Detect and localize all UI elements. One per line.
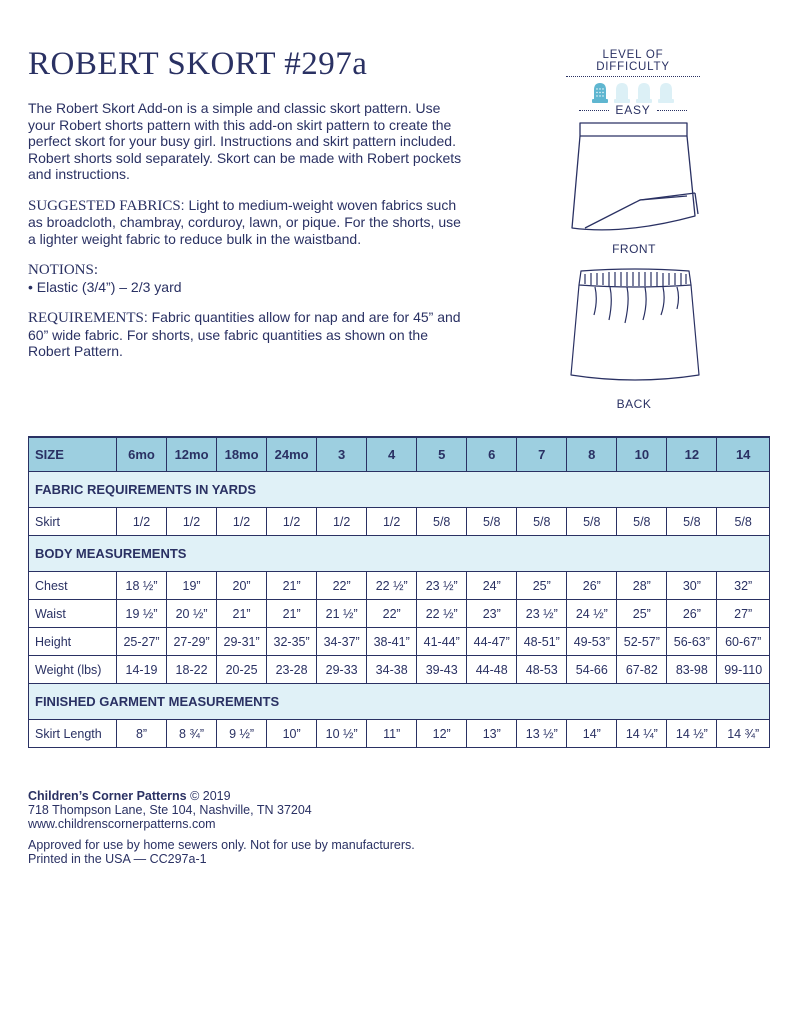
notions-heading: NOTIONS: (28, 262, 98, 278)
table-cell: 10” (267, 720, 317, 748)
pattern-description (28, 100, 468, 374)
size-column-header: 12 (667, 437, 717, 472)
table-cell: 5/8 (717, 508, 770, 536)
table-cell: 22” (367, 600, 417, 628)
table-cell: 34-38 (367, 656, 417, 684)
table-cell: 27-29” (167, 628, 217, 656)
table-cell: 27” (717, 600, 770, 628)
row-label: Skirt (29, 508, 117, 536)
size-column-header: 4 (367, 437, 417, 472)
table-cell: 30” (667, 572, 717, 600)
thimble-icon (590, 81, 610, 105)
table-cell: 52-57” (617, 628, 667, 656)
table-cell: 48-53 (517, 656, 567, 684)
footer (28, 789, 415, 866)
table-header-row (29, 437, 770, 472)
table-row (29, 656, 770, 684)
size-column-header: 5 (417, 437, 467, 472)
table-cell: 12” (417, 720, 467, 748)
difficulty-label: LEVEL OF DIFFICULTY (566, 49, 700, 77)
size-column-header: 12mo (167, 437, 217, 472)
table-cell: 44-47” (467, 628, 517, 656)
table-cell: 28” (617, 572, 667, 600)
table-cell: 22 ½” (417, 600, 467, 628)
table-cell: 5/8 (667, 508, 717, 536)
table-cell: 1/2 (167, 508, 217, 536)
company-website: www.childrenscornerpatterns.com (28, 817, 216, 831)
row-label: Skirt Length (29, 720, 117, 748)
table-cell: 5/8 (517, 508, 567, 536)
table-cell: 54-66 (567, 656, 617, 684)
table-cell: 14 ¾” (717, 720, 770, 748)
company-address: 718 Thompson Lane, Ste 104, Nashville, TN 37204 (28, 803, 312, 817)
table-cell: 25” (617, 600, 667, 628)
table-cell: 22” (317, 572, 367, 600)
fabrics-heading: SUGGESTED FABRICS (28, 197, 181, 214)
table-section-row (29, 536, 770, 572)
size-chart-table (28, 436, 770, 748)
table-cell: 11” (367, 720, 417, 748)
table-cell: 23 ½” (417, 572, 467, 600)
table-cell: 5/8 (617, 508, 667, 536)
table-cell: 5/8 (417, 508, 467, 536)
table-cell: 13” (467, 720, 517, 748)
table-cell: 21 ½” (317, 600, 367, 628)
table-cell: 1/2 (217, 508, 267, 536)
table-cell: 38-41” (367, 628, 417, 656)
requirements (28, 309, 468, 360)
table-cell: 19 ½” (117, 600, 167, 628)
table-cell: 29-33 (317, 656, 367, 684)
table-row (29, 572, 770, 600)
size-header-cell: SIZE (29, 437, 117, 472)
suggested-fabrics (28, 197, 468, 248)
dotted-divider (657, 110, 687, 111)
table-cell: 20” (217, 572, 267, 600)
table-cell: 14 ¼” (617, 720, 667, 748)
table-cell: 19” (167, 572, 217, 600)
table-cell: 41-44” (417, 628, 467, 656)
table-cell: 8” (117, 720, 167, 748)
table-cell: 23 ½” (517, 600, 567, 628)
requirements-text: : Fabric quantities allow for nap and are for 45” and 60” wide fabric. For shorts, use fabric quantities as shown on the Robert Pattern. (28, 309, 461, 359)
section-title: FABRIC REQUIREMENTS IN YARDS (29, 472, 770, 508)
size-column-header: 10 (617, 437, 667, 472)
skort-front-illustration (565, 118, 705, 238)
back-view-label: BACK (616, 397, 652, 411)
notions-item: • Elastic (3/4”) – 2/3 yard (28, 278, 182, 295)
notions (28, 261, 468, 295)
size-column-header: 8 (567, 437, 617, 472)
table-cell: 44-48 (467, 656, 517, 684)
table-cell: 1/2 (117, 508, 167, 536)
thimble-rating (566, 81, 700, 105)
table-cell: 32” (717, 572, 770, 600)
table-cell: 5/8 (567, 508, 617, 536)
size-column-header: 3 (317, 437, 367, 472)
table-cell: 23-28 (267, 656, 317, 684)
company-name: Children’s Corner Patterns (28, 789, 187, 803)
size-column-header: 24mo (267, 437, 317, 472)
print-info: Printed in the USA — CC297a-1 (28, 852, 207, 866)
table-row (29, 508, 770, 536)
table-cell: 21” (217, 600, 267, 628)
page-title: ROBERT SKORT #297a (28, 46, 368, 82)
table-cell: 60-67” (717, 628, 770, 656)
table-cell: 18-22 (167, 656, 217, 684)
table-cell: 25” (517, 572, 567, 600)
row-label: Chest (29, 572, 117, 600)
table-cell: 20-25 (217, 656, 267, 684)
table-cell: 23” (467, 600, 517, 628)
table-section-row (29, 472, 770, 508)
difficulty-level: EASY (615, 103, 651, 117)
dotted-divider (579, 110, 609, 111)
table-cell: 48-51” (517, 628, 567, 656)
table-cell: 25-27” (117, 628, 167, 656)
table-cell: 14 ½” (667, 720, 717, 748)
table-cell: 1/2 (267, 508, 317, 536)
table-cell: 21” (267, 572, 317, 600)
fabrics-text: : Light to medium-weight woven fabrics such as broadcloth, chambray, corduroy, lawn, or pique. For the shorts, use a lighter weight fabric to reduce bulk in the waistband. (28, 196, 461, 247)
table-cell: 18 ½” (117, 572, 167, 600)
table-cell: 99-110 (717, 656, 770, 684)
copyright: © 2019 (186, 789, 231, 803)
table-cell: 22 ½” (367, 572, 417, 600)
row-label: Waist (29, 600, 117, 628)
skort-back-illustration (565, 265, 705, 385)
difficulty-rating (566, 49, 700, 117)
table-cell: 49-53” (567, 628, 617, 656)
table-cell: 13 ½” (517, 720, 567, 748)
row-label: Height (29, 628, 117, 656)
table-cell: 1/2 (367, 508, 417, 536)
size-column-header: 6 (467, 437, 517, 472)
table-cell: 9 ½” (217, 720, 267, 748)
row-label: Weight (lbs) (29, 656, 117, 684)
table-cell: 56-63” (667, 628, 717, 656)
table-cell: 24 ½” (567, 600, 617, 628)
table-cell: 5/8 (467, 508, 517, 536)
table-cell: 32-35” (267, 628, 317, 656)
thimble-icon (634, 81, 654, 105)
table-cell: 10 ½” (317, 720, 367, 748)
table-row (29, 600, 770, 628)
size-column-header: 7 (517, 437, 567, 472)
size-column-header: 14 (717, 437, 770, 472)
intro-text: The Robert Skort Add-on is a simple and classic skort pattern. Use your Robert shorts pattern with this add-on skirt pattern to create the perfect skort for your busy girl. Instructions and skirt pattern included. Robert shorts sold separately. Skort can be made with Robert pockets and instructions. (28, 100, 462, 182)
requirements-heading: REQUIREMENTS (28, 310, 144, 326)
thimble-icon (656, 81, 676, 105)
table-cell: 83-98 (667, 656, 717, 684)
size-column-header: 18mo (217, 437, 267, 472)
table-cell: 8 ¾” (167, 720, 217, 748)
table-section-row (29, 684, 770, 720)
table-cell: 14” (567, 720, 617, 748)
table-cell: 39-43 (417, 656, 467, 684)
table-cell: 29-31” (217, 628, 267, 656)
approval-notice: Approved for use by home sewers only. Not for use by manufacturers. (28, 838, 415, 852)
table-cell: 24” (467, 572, 517, 600)
difficulty-level-row (566, 103, 700, 117)
table-cell: 21” (267, 600, 317, 628)
table-cell: 1/2 (317, 508, 367, 536)
thimble-icon (612, 81, 632, 105)
table-cell: 26” (567, 572, 617, 600)
section-title: FINISHED GARMENT MEASUREMENTS (29, 684, 770, 720)
table-cell: 67-82 (617, 656, 667, 684)
table-row (29, 720, 770, 748)
front-view-label: FRONT (612, 242, 656, 256)
table-cell: 20 ½” (167, 600, 217, 628)
table-cell: 14-19 (117, 656, 167, 684)
table-row (29, 628, 770, 656)
section-title: BODY MEASUREMENTS (29, 536, 770, 572)
table-cell: 34-37” (317, 628, 367, 656)
size-column-header: 6mo (117, 437, 167, 472)
table-cell: 26” (667, 600, 717, 628)
